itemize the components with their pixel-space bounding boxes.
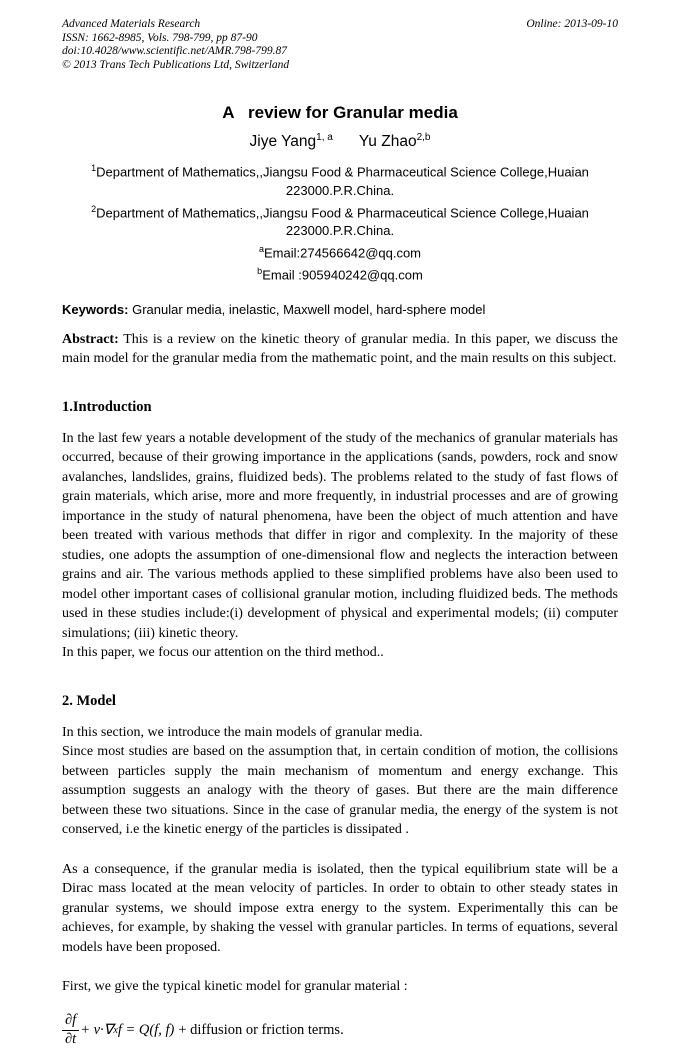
abstract-text: This is a review on the kinetic theory of granular media. In this paper, we discuss the main model for the granular media from the mathematic point, and the main results on this subject. <box>62 331 618 367</box>
abstract-paragraph <box>62 330 618 369</box>
author-2-superscript: 2,b <box>416 132 431 144</box>
email-a-text: Email:274566642@qq.com <box>264 245 422 261</box>
email-b-text: Email :905940242@qq.com <box>262 267 423 283</box>
affiliation-1-superscript: 1 <box>91 163 97 174</box>
model-paragraph-2: Since most studies are based on the assumption that, in certain condition of motion, the collisions between particles supply the main mechanism of momentum and energy exchange. This assumption suggests an analogy with the theory of gases. But there are the main difference between these two situations. Since in the case of granular media, the energy of the system is not conserved, i.e the kinetic energy of the particles is dissipated . <box>62 744 618 838</box>
equation-fraction-numerator: ∂f <box>62 1013 79 1031</box>
section-heading-introduction: 1.Introduction <box>62 398 152 415</box>
affiliation-2-line-1 <box>62 200 618 222</box>
affiliation-1-text: Department of Mathematics,,Jiangsu Food & Pharmaceutical Science College,Huaian <box>96 164 589 180</box>
author-1-superscript: 1, a <box>316 132 333 144</box>
email-b-superscript: b <box>257 266 263 277</box>
equation-fraction-denominator: ∂t <box>65 1030 77 1047</box>
affiliations-block <box>62 159 618 284</box>
keywords-label: Keywords: <box>62 301 129 317</box>
introduction-paragraph-1: In the last few years a notable development of the study of the mechanics of granular materials has occurred, because of their growing importance in the applications (sands, powders, rock and snow avalanches, landslides, grains, fluidized beds). The problems related to the study of fast flows of grain materials, which arise, more and more frequently, in industrial processes and are of growing importance in the study of natural phenomena, have been the object of much attention and have been treated with various methods that differ in rigor and complexity. In the majority of these studies, one adopts the assumption of one-dimensional flow and neglects the interaction between grains and air. The various methods applied to these simplified problems have also been used to model other important cases of collisional granular motion, including fluidized beds. The methods used in these studies include:(i) development of physical and experimental models; (ii) computer simulations; (iii) kinetic theory. <box>62 430 618 641</box>
issn-line: ISSN: 1662-8985, Vols. 798-799, pp 87-90 <box>62 31 258 44</box>
section-heading-model: 2. Model <box>62 692 116 709</box>
affiliation-1-line-1 <box>62 159 618 181</box>
affiliation-2-line-2: 223000.P.R.China. <box>285 223 395 239</box>
affiliation-2-text: Department of Mathematics,,Jiangsu Food & Pharmaceutical Science College,Huaian <box>96 205 589 221</box>
equation-transport-term: + v·∇ <box>80 1021 114 1038</box>
doi-line: doi:10.4028/www.scientific.net/AMR.798-799.87 <box>62 45 287 58</box>
paper-title: A review for Granular media <box>222 103 458 123</box>
copyright-line: © 2013 Trans Tech Publications Ltd, Switzerland <box>62 58 290 71</box>
equation-fraction <box>62 1013 79 1048</box>
email-a-superscript: a <box>258 244 264 255</box>
kinetic-equation <box>62 1013 618 1048</box>
introduction-paragraph-2: In this paper, we focus our attention on the third method.. <box>62 645 384 661</box>
equation-collision-term: f = Q(f, f) <box>117 1021 175 1038</box>
affiliation-1-line-2: 223000.P.R.China. <box>285 182 395 198</box>
model-paragraph-4: First, we give the typical kinetic model for granular material : <box>62 979 408 995</box>
email-line-b <box>62 262 618 284</box>
journal-header-left <box>62 18 289 72</box>
journal-name: Advanced Materials Research <box>62 18 201 30</box>
equation-nabla-subscript: x <box>113 1024 118 1036</box>
online-date: Online: 2013-09-10 <box>526 18 618 30</box>
model-paragraph-1: In this section, we introduce the main models of granular media. <box>62 724 423 740</box>
email-line-a <box>62 240 618 262</box>
keywords-text: Granular media, inelastic, Maxwell model, hard-sphere model <box>128 301 486 317</box>
journal-header <box>62 18 618 72</box>
author-2-name: Yu Zhao <box>358 133 417 151</box>
author-1-name: Jiye Yang <box>249 133 317 151</box>
affiliation-2-superscript: 2 <box>91 203 97 214</box>
equation-trailing-text: + diffusion or friction terms. <box>178 1021 344 1038</box>
model-paragraph-3: As a consequence, if the granular media is isolated, then the typical equilibrium state will be a Dirac mass located at the mean velocity of particles. In order to obtain to other steady states in granular systems, we should impose extra energy to the system. Experimentally this can be achieves, for example, by shaking the vessel with granular particles. In terms of equations, several models have been proposed. <box>62 861 618 955</box>
keywords-line <box>62 302 618 317</box>
authors-line <box>62 132 618 151</box>
abstract-label: Abstract: <box>62 331 119 347</box>
